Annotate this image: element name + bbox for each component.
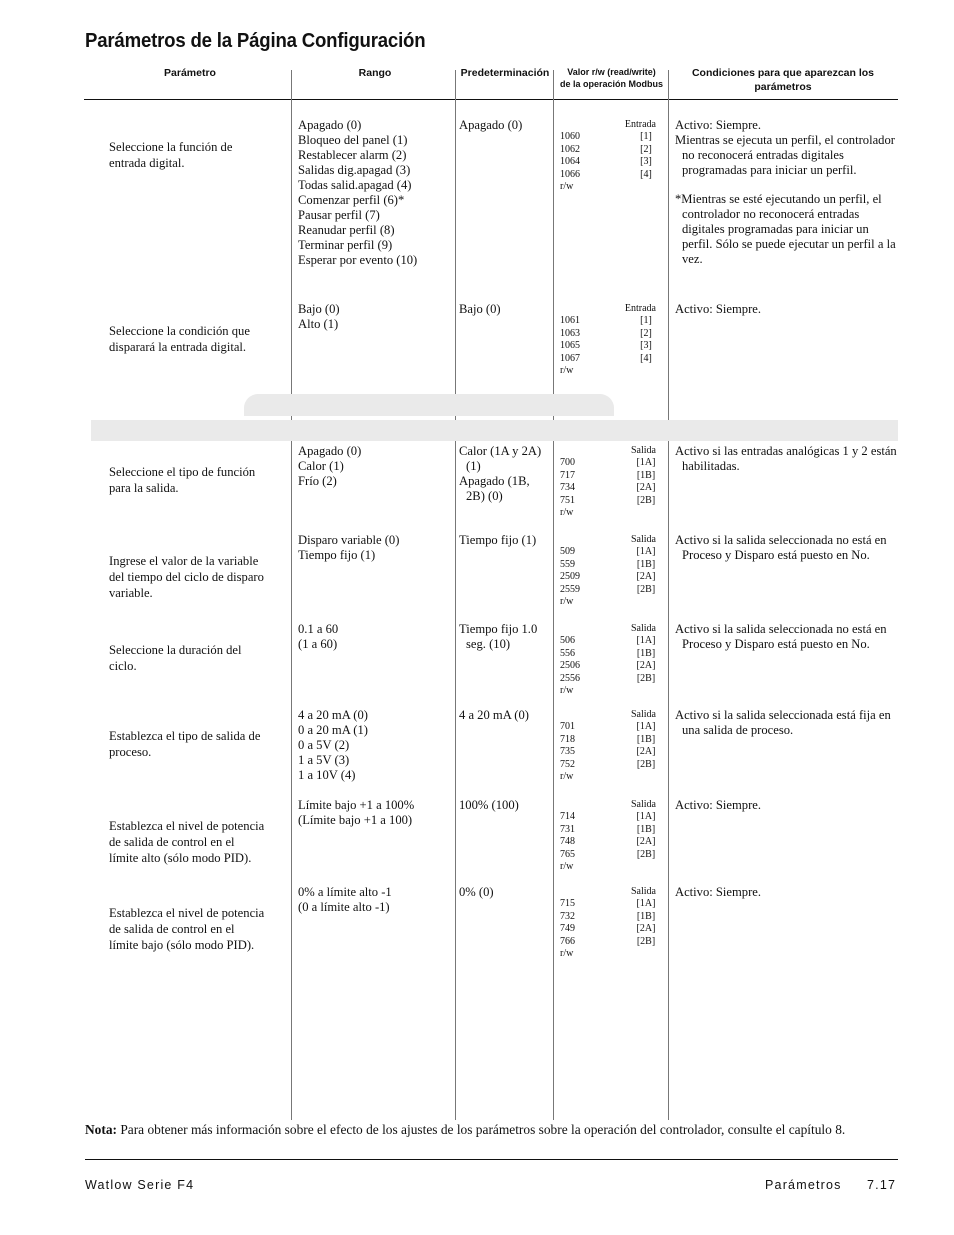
footer-rule xyxy=(85,1159,898,1160)
parameter-line: proceso. xyxy=(109,745,152,759)
modbus-register: 715 xyxy=(560,898,575,910)
modbus-instance: [3] xyxy=(640,340,652,352)
modbus-instance: [2B] xyxy=(636,672,656,684)
default-cell xyxy=(459,444,551,504)
column-divider-2 xyxy=(455,70,456,1120)
range-option: Restablecer alarm (2) xyxy=(298,148,407,162)
column-divider-4 xyxy=(668,70,669,1120)
parameter-description xyxy=(109,139,294,171)
modbus-rw: r/w xyxy=(560,771,574,783)
conditions-cell xyxy=(675,302,897,317)
modbus-register: 1067 xyxy=(560,352,580,364)
modbus-register-row xyxy=(560,849,662,861)
modbus-register: 1061 xyxy=(560,315,580,327)
modbus-rw: r/w xyxy=(560,181,574,193)
modbus-register: 1066 xyxy=(560,168,580,180)
modbus-instance: [1A] xyxy=(636,457,656,469)
header-condiciones xyxy=(669,66,897,94)
modbus-cell xyxy=(560,119,662,193)
parameter-description xyxy=(109,728,294,760)
range-cell xyxy=(298,622,450,652)
modbus-instance: [2] xyxy=(640,143,652,155)
modbus-register-row xyxy=(560,315,662,327)
conditions-cell xyxy=(675,798,897,813)
condition-text: *Mientras se esté ejecutando un perfil, el controlador no reconocerá entradas digitales programadas para iniciar un perfil. Sólo se puede ejecutar un perfil a la vez. xyxy=(675,192,896,266)
default-cell xyxy=(459,118,551,133)
default-value: Bajo (0) xyxy=(459,302,501,316)
parameter-line: Establezca el tipo de salida de xyxy=(109,729,261,743)
range-option: Disparo variable (0) xyxy=(298,533,400,547)
parameter-line: entrada digital. xyxy=(109,156,185,170)
header-condiciones-line2: parámetros xyxy=(754,81,812,93)
range-option: Tiempo fijo (1) xyxy=(298,548,376,562)
default-value: Calor (1A y 2A) (1) xyxy=(459,444,542,473)
parameter-line: Ingrese el valor de la variable xyxy=(109,554,259,568)
condition-text: Activo si la salida seleccionada no está en Proceso y Disparo está puesto en No. xyxy=(675,622,887,651)
range-option: Reanudar perfil (8) xyxy=(298,223,395,237)
modbus-instance: [2B] xyxy=(636,494,656,506)
modbus-register: 765 xyxy=(560,848,575,860)
modbus-header: Entrada xyxy=(624,119,656,130)
parameter-description xyxy=(109,905,294,953)
condition-text: Mientras se ejecuta un perfil, el controlador no reconocerá entradas digitales programadas para iniciar un perfil. xyxy=(675,133,895,177)
modbus-cell xyxy=(560,709,662,783)
parameter-line: de salida de control en el xyxy=(109,922,235,936)
modbus-register: 559 xyxy=(560,558,575,570)
modbus-register-row xyxy=(560,911,662,923)
default-cell xyxy=(459,798,551,813)
modbus-instance: [1A] xyxy=(636,635,656,647)
note xyxy=(85,1121,895,1138)
range-option: (0 a límite alto -1) xyxy=(298,900,390,914)
default-value: Apagado (0) xyxy=(459,118,523,132)
range-option: Bajo (0) xyxy=(298,302,340,316)
default-value: Apagado (1B, 2B) (0) xyxy=(459,474,530,503)
parameter-description xyxy=(109,642,294,674)
modbus-register-row xyxy=(560,648,662,660)
modbus-instance: [1B] xyxy=(636,910,656,922)
range-option: Apagado (0) xyxy=(298,444,362,458)
modbus-instance: [1A] xyxy=(636,721,656,733)
range-option: Calor (1) xyxy=(298,459,344,473)
modbus-register-row xyxy=(560,340,662,352)
modbus-register-row xyxy=(560,169,662,181)
modbus-header: Salida xyxy=(631,799,656,810)
modbus-register: 1063 xyxy=(560,327,580,339)
range-option: Límite bajo +1 a 100% xyxy=(298,798,415,812)
range-option: Alto (1) xyxy=(298,317,339,331)
modbus-register: 766 xyxy=(560,935,575,947)
parameter-line: ciclo. xyxy=(109,659,137,673)
range-option: Apagado (0) xyxy=(298,118,362,132)
section-band xyxy=(91,420,898,441)
parameter-line: Seleccione la duración del xyxy=(109,643,242,657)
modbus-instance: [1A] xyxy=(636,811,656,823)
modbus-header: Salida xyxy=(631,623,656,634)
modbus-register: 749 xyxy=(560,923,575,935)
modbus-register-row xyxy=(560,746,662,758)
modbus-instance: [1B] xyxy=(636,647,656,659)
header-rule xyxy=(84,99,898,100)
modbus-instance: [1] xyxy=(640,131,652,143)
modbus-register-row xyxy=(560,673,662,685)
range-option: Frío (2) xyxy=(298,474,337,488)
conditions-cell xyxy=(675,708,897,738)
condition-text: Activo si la salida seleccionada está fija en una salida de proceso. xyxy=(675,708,891,737)
range-option: (Límite bajo +1 a 100) xyxy=(298,813,413,827)
parameter-line: Seleccione la función de xyxy=(109,140,233,154)
modbus-register: 701 xyxy=(560,721,575,733)
modbus-register-row xyxy=(560,721,662,733)
parameter-line: disparará la entrada digital. xyxy=(109,340,247,354)
condition-text: Activo: Siempre. xyxy=(675,885,762,899)
conditions-cell xyxy=(675,533,897,563)
range-option: (1 a 60) xyxy=(298,637,338,651)
modbus-rw: r/w xyxy=(560,685,574,697)
modbus-register-row xyxy=(560,482,662,494)
default-value: 0% (0) xyxy=(459,885,494,899)
parameter-description xyxy=(109,464,294,496)
modbus-instance: [2A] xyxy=(636,923,656,935)
modbus-register-row xyxy=(560,571,662,583)
default-value: Tiempo fijo (1) xyxy=(459,533,537,547)
range-option: Todas salid.apagad (4) xyxy=(298,178,412,192)
range-cell xyxy=(298,302,450,332)
modbus-register: 1062 xyxy=(560,143,580,155)
condition-text: Activo: Siempre. xyxy=(675,118,762,132)
modbus-instance: [1A] xyxy=(636,898,656,910)
modbus-register-row xyxy=(560,495,662,507)
modbus-register: 1065 xyxy=(560,340,580,352)
condition-text: Activo si las entradas analógicas 1 y 2 están habilitadas. xyxy=(675,444,897,473)
modbus-register-row xyxy=(560,660,662,672)
footer-page-number: 7.17 xyxy=(867,1178,897,1192)
range-option: 4 a 20 mA (0) xyxy=(298,708,368,722)
conditions-cell xyxy=(675,118,897,267)
modbus-instance: [2A] xyxy=(636,482,656,494)
modbus-register: 2506 xyxy=(560,660,580,672)
default-cell xyxy=(459,885,551,900)
modbus-register: 556 xyxy=(560,647,575,659)
modbus-instance: [1B] xyxy=(636,469,656,481)
modbus-register: 700 xyxy=(560,457,575,469)
parameter-description xyxy=(109,553,294,601)
range-cell xyxy=(298,533,450,563)
note-text: Para obtener más información sobre el efecto de los ajustes de los parámetros sobre la operación del controlador, consulte el capítulo 8. xyxy=(116,1122,846,1137)
modbus-register-row xyxy=(560,546,662,558)
modbus-register-row xyxy=(560,811,662,823)
header-modbus-line1: Valor r/w (read/write) xyxy=(567,67,656,77)
modbus-register: 751 xyxy=(560,494,575,506)
modbus-instance: [1B] xyxy=(636,823,656,835)
parameter-line: límite alto (sólo modo PID). xyxy=(109,851,252,865)
range-option: 0 a 5V (2) xyxy=(298,738,350,752)
modbus-register: 718 xyxy=(560,733,575,745)
conditions-cell xyxy=(675,885,897,900)
modbus-cell xyxy=(560,534,662,608)
modbus-register: 734 xyxy=(560,482,575,494)
default-value: Tiempo fijo 1.0 seg. (10) xyxy=(459,622,538,651)
modbus-header: Entrada xyxy=(624,303,656,314)
range-option: 0% a límite alto -1 xyxy=(298,885,392,899)
modbus-instance: [2A] xyxy=(636,571,656,583)
modbus-register-row xyxy=(560,898,662,910)
modbus-register-row xyxy=(560,923,662,935)
modbus-rw: r/w xyxy=(560,507,574,519)
range-option: Comenzar perfil (6)* xyxy=(298,193,405,207)
modbus-register-row xyxy=(560,836,662,848)
section-tab xyxy=(244,394,614,416)
modbus-register-row xyxy=(560,936,662,948)
modbus-register: 714 xyxy=(560,811,575,823)
header-modbus-line2: de la operación Modbus xyxy=(559,79,663,89)
modbus-instance: [1B] xyxy=(636,558,656,570)
range-option: 0.1 a 60 xyxy=(298,622,339,636)
header-rango: Rango xyxy=(358,67,392,79)
modbus-register-row xyxy=(560,457,662,469)
range-option: Esperar por evento (10) xyxy=(298,253,418,267)
modbus-register: 1064 xyxy=(560,156,580,168)
modbus-instance: [4] xyxy=(640,168,652,180)
modbus-instance: [4] xyxy=(640,352,652,364)
condition-text: Activo: Siempre. xyxy=(675,302,762,316)
modbus-instance: [1] xyxy=(640,315,652,327)
modbus-cell xyxy=(560,886,662,960)
parameter-line: Establezca el nivel de potencia xyxy=(109,906,265,920)
modbus-rw: r/w xyxy=(560,596,574,608)
range-cell xyxy=(298,444,450,489)
modbus-rw: r/w xyxy=(560,861,574,873)
modbus-register-row xyxy=(560,635,662,647)
range-cell xyxy=(298,798,450,828)
modbus-register: 752 xyxy=(560,758,575,770)
default-cell xyxy=(459,622,551,652)
modbus-register: 732 xyxy=(560,910,575,922)
modbus-header: Salida xyxy=(631,709,656,720)
range-option: 1 a 10V (4) xyxy=(298,768,356,782)
parameter-description xyxy=(109,818,294,866)
modbus-header: Salida xyxy=(631,534,656,545)
modbus-register: 2556 xyxy=(560,672,580,684)
modbus-instance: [2A] xyxy=(636,660,656,672)
range-option: Pausar perfil (7) xyxy=(298,208,380,222)
modbus-instance: [1A] xyxy=(636,546,656,558)
modbus-register: 748 xyxy=(560,836,575,848)
range-cell xyxy=(298,885,450,915)
conditions-cell xyxy=(675,622,897,652)
modbus-instance: [2A] xyxy=(636,836,656,848)
modbus-register-row xyxy=(560,353,662,365)
condition-text: Activo: Siempre. xyxy=(675,798,762,812)
modbus-register-row xyxy=(560,156,662,168)
modbus-cell xyxy=(560,623,662,697)
column-divider-3 xyxy=(553,70,554,1120)
header-predeterminacion: Predeterminación xyxy=(460,67,550,79)
parameter-line: Seleccione la condición que xyxy=(109,324,250,338)
modbus-register: 506 xyxy=(560,635,575,647)
parameter-line: de salida de control en el xyxy=(109,835,235,849)
modbus-instance: [2] xyxy=(640,327,652,339)
range-option: Salidas dig.apagad (3) xyxy=(298,163,411,177)
modbus-header: Salida xyxy=(631,445,656,456)
conditions-spacer xyxy=(675,178,897,192)
parameter-line: Seleccione el tipo de función xyxy=(109,465,256,479)
modbus-register-row xyxy=(560,759,662,771)
parameter-description xyxy=(109,323,294,355)
modbus-register: 2509 xyxy=(560,571,580,583)
conditions-cell xyxy=(675,444,897,474)
header-condiciones-line1: Condiciones para que aparezcan los xyxy=(691,67,875,79)
default-value: 100% (100) xyxy=(459,798,519,812)
modbus-instance: [3] xyxy=(640,156,652,168)
modbus-register-row xyxy=(560,734,662,746)
modbus-register-row xyxy=(560,824,662,836)
range-option: 1 a 5V (3) xyxy=(298,753,350,767)
note-label: Nota: xyxy=(85,1122,117,1137)
header-parametro: Parámetro xyxy=(164,67,216,79)
modbus-instance: [2A] xyxy=(636,746,656,758)
condition-text: Activo si la salida seleccionada no está en Proceso y Disparo está puesto en No. xyxy=(675,533,887,562)
modbus-register: 509 xyxy=(560,546,575,558)
modbus-instance: [2B] xyxy=(636,758,656,770)
modbus-cell xyxy=(560,799,662,873)
modbus-instance: [2B] xyxy=(636,583,656,595)
modbus-register: 717 xyxy=(560,469,575,481)
parameter-line: para la salida. xyxy=(109,481,179,495)
default-cell xyxy=(459,533,551,548)
header-modbus xyxy=(553,66,670,90)
modbus-register-row xyxy=(560,559,662,571)
modbus-instance: [1B] xyxy=(636,733,656,745)
modbus-register-row xyxy=(560,328,662,340)
modbus-register: 735 xyxy=(560,746,575,758)
range-option: Bloqueo del panel (1) xyxy=(298,133,408,147)
modbus-register: 2559 xyxy=(560,583,580,595)
modbus-rw: r/w xyxy=(560,365,574,377)
modbus-register: 1060 xyxy=(560,131,580,143)
parameter-line: límite bajo (sólo modo PID). xyxy=(109,938,255,952)
range-option: 0 a 20 mA (1) xyxy=(298,723,368,737)
modbus-header: Salida xyxy=(631,886,656,897)
modbus-register-row xyxy=(560,144,662,156)
footer-left: Watlow Serie F4 xyxy=(85,1178,195,1192)
default-cell xyxy=(459,708,551,723)
modbus-cell xyxy=(560,445,662,519)
parameter-line: variable. xyxy=(109,586,153,600)
range-option: Terminar perfil (9) xyxy=(298,238,393,252)
modbus-instance: [2B] xyxy=(636,848,656,860)
modbus-instance: [2B] xyxy=(636,935,656,947)
modbus-cell xyxy=(560,303,662,377)
modbus-register-row xyxy=(560,131,662,143)
range-cell xyxy=(298,118,450,268)
modbus-rw: r/w xyxy=(560,948,574,960)
page-title: Parámetros de la Página Configuración xyxy=(85,30,426,52)
modbus-register: 731 xyxy=(560,823,575,835)
parameter-line: Establezca el nivel de potencia xyxy=(109,819,265,833)
modbus-register-row xyxy=(560,584,662,596)
range-cell xyxy=(298,708,450,783)
default-cell xyxy=(459,302,551,317)
footer-section: Parámetros xyxy=(765,1178,842,1192)
default-value: 4 a 20 mA (0) xyxy=(459,708,529,722)
parameter-line: del tiempo del ciclo de disparo xyxy=(109,570,264,584)
modbus-register-row xyxy=(560,470,662,482)
